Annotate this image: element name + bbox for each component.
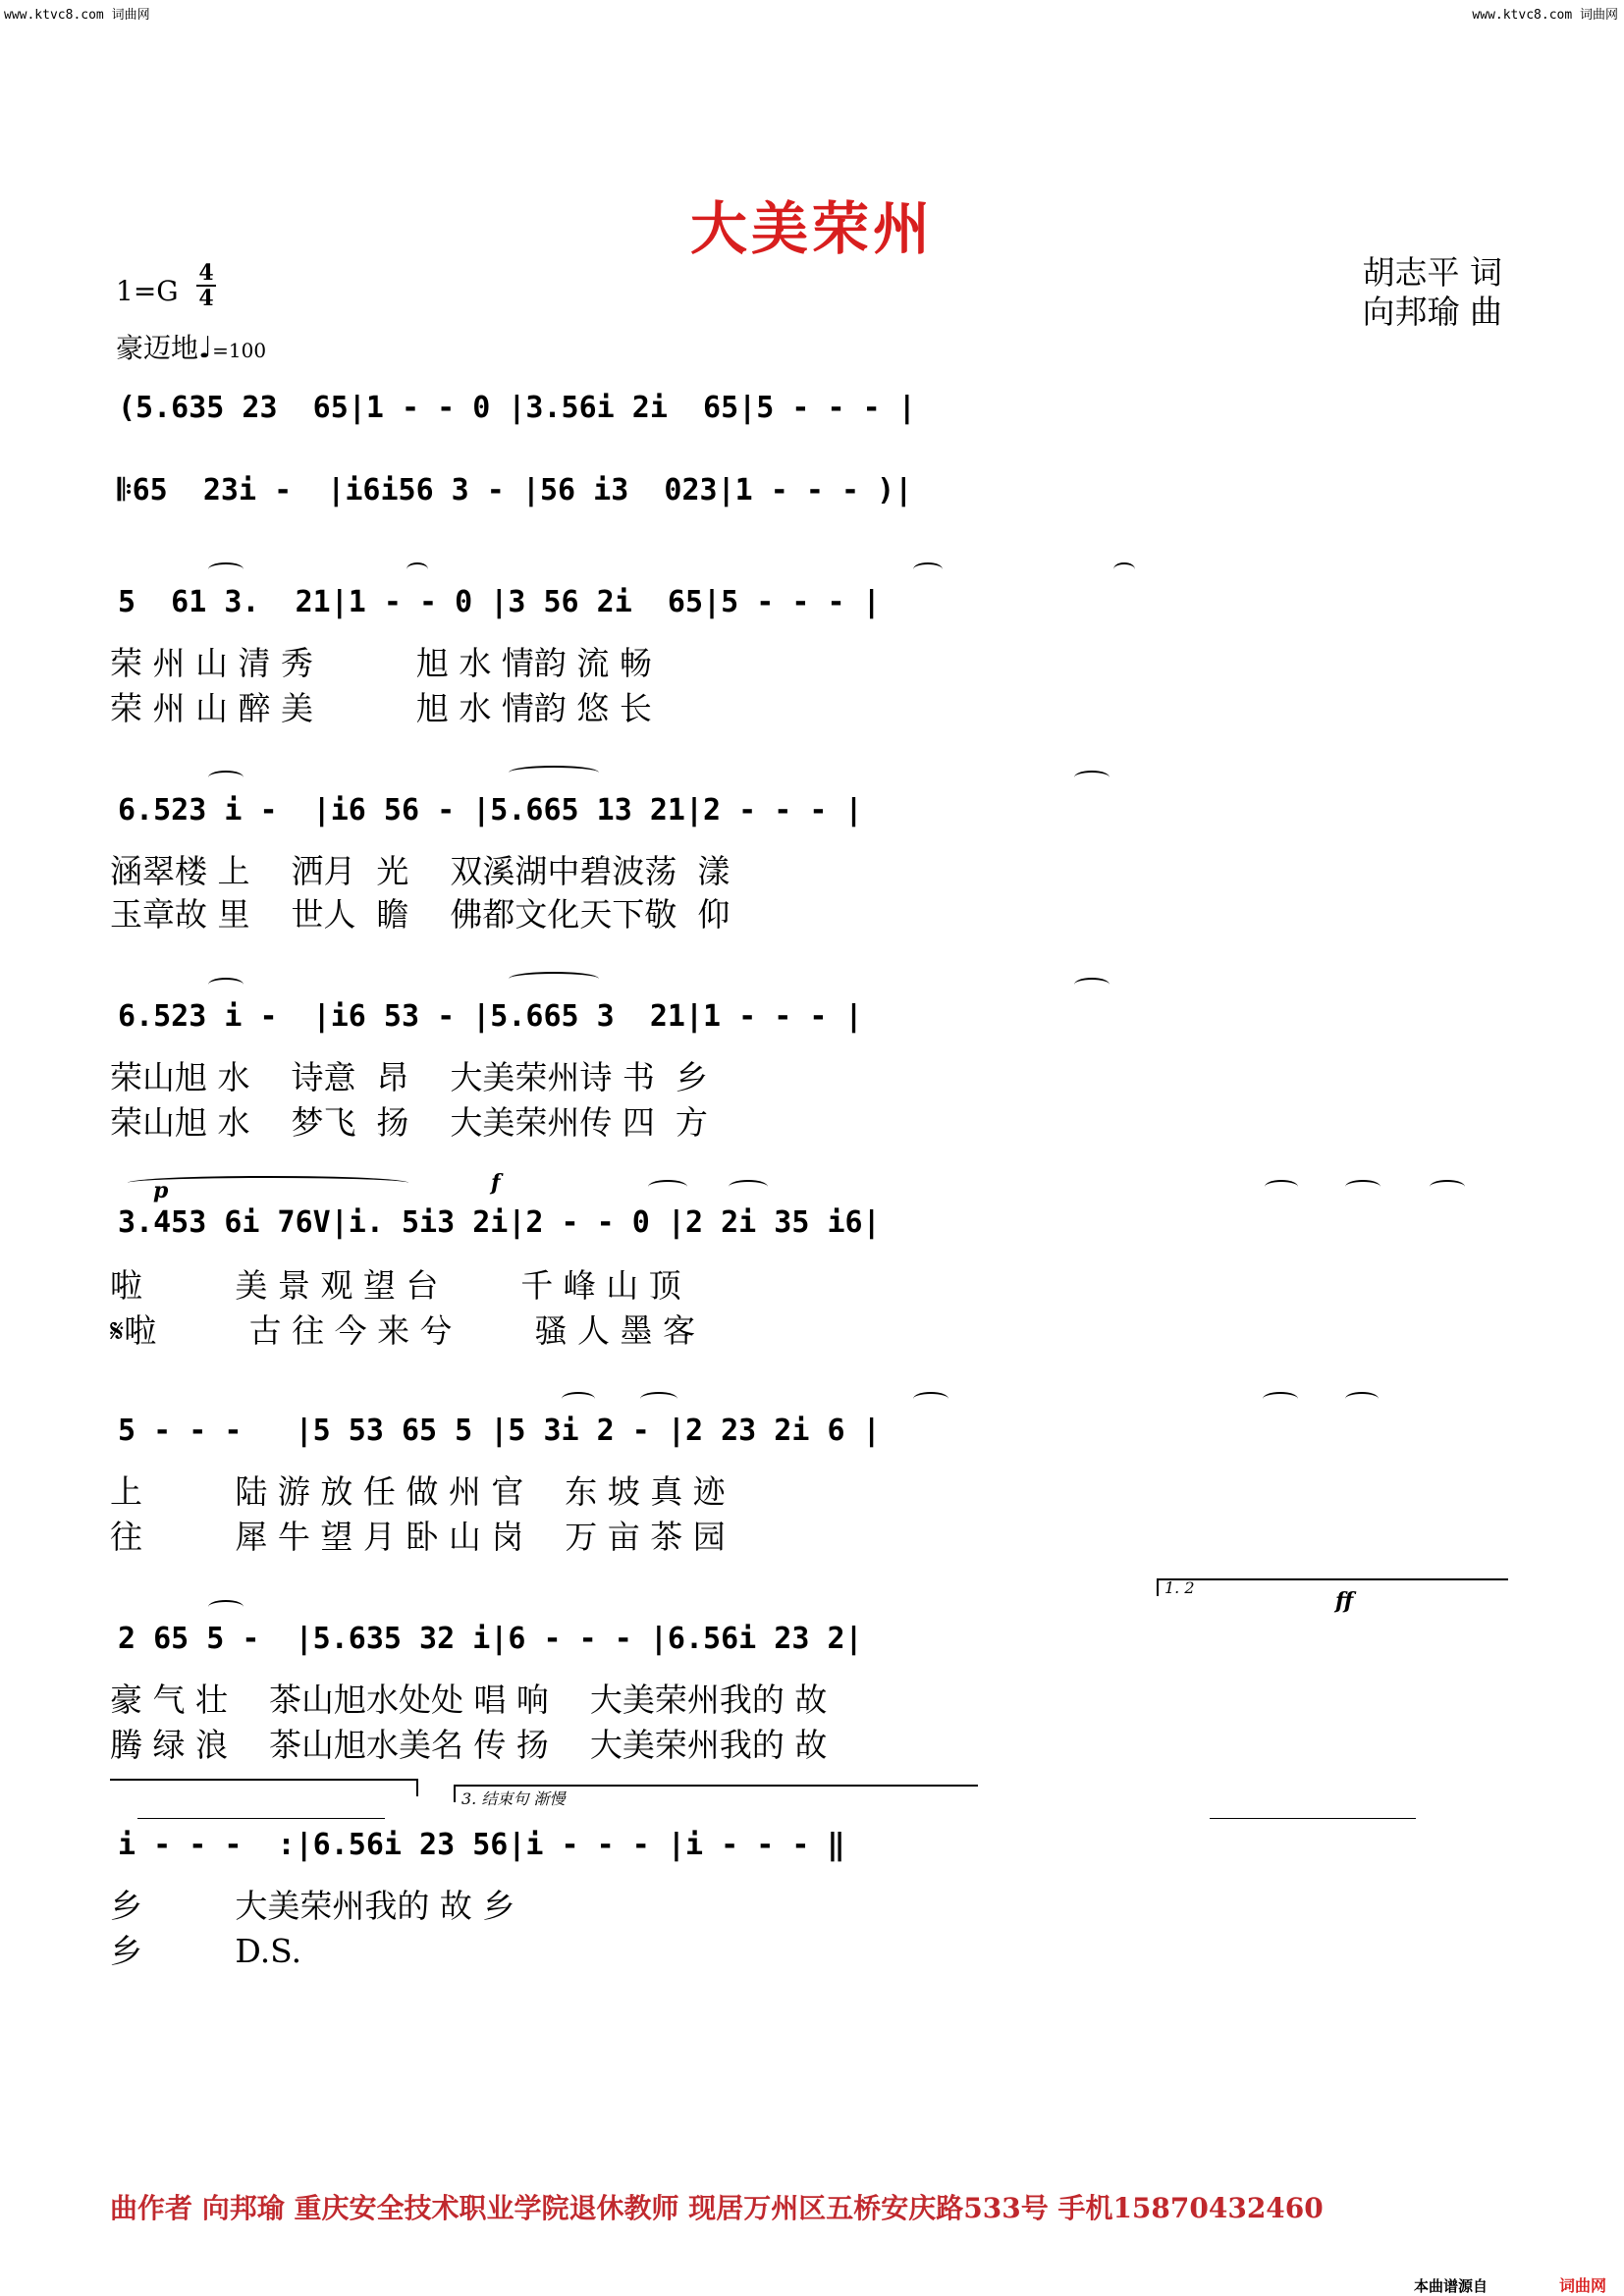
slur bbox=[1074, 771, 1110, 784]
lyric-verse2-row-9: 乡 D.S. bbox=[110, 1932, 302, 1970]
volta-bracket-left bbox=[110, 1779, 418, 1781]
lyric-verse1-row-8: 豪 气 壮 茶山旭水处处 唱 响 大美荣州我的 故 bbox=[110, 1681, 828, 1719]
slur bbox=[913, 562, 943, 576]
lyric-verse2-row-5: 荣山旭 水 梦飞 扬 大美荣州传 四 方 bbox=[110, 1103, 708, 1142]
lyric-verse2-row-6: 𝄋啦 古 往 今 来 兮 骚 人 墨 客 bbox=[110, 1311, 695, 1350]
slur bbox=[208, 978, 244, 991]
decrescendo bbox=[137, 1818, 385, 1819]
slur bbox=[562, 1392, 595, 1406]
lyric-verse1-row-3: 荣 州 山 清 秀 旭 水 情韵 流 畅 bbox=[110, 644, 652, 682]
dynamic-ff: ff bbox=[1335, 1588, 1354, 1614]
lyric-verse2-row-7: 往 犀 牛 望 月 卧 山 岗 万 亩 茶 园 bbox=[110, 1518, 726, 1556]
slur bbox=[208, 1600, 244, 1614]
composer: 向邦瑜 曲 bbox=[1362, 293, 1502, 331]
volta-tick bbox=[454, 1785, 456, 1802]
slur bbox=[509, 972, 599, 986]
slur bbox=[509, 766, 599, 779]
notation-row-8: 2 65 5 - |5.635 32 i|6 - - - |6.56i 23 2| bbox=[118, 1622, 863, 1656]
site-watermark-right: www.ktvc8.com 词曲网 bbox=[1472, 8, 1618, 23]
volta-bracket-1-2 bbox=[1157, 1578, 1508, 1580]
slur bbox=[640, 1392, 677, 1406]
lyric-verse2-row-4: 玉章故 里 世人 瞻 佛都文化天下敬 仰 bbox=[110, 895, 731, 934]
volta-3-label: 3. 结束句 渐慢 bbox=[461, 1789, 566, 1808]
tempo-marking: 豪迈地♩=100 bbox=[116, 331, 267, 365]
slur bbox=[1265, 1180, 1298, 1194]
slur bbox=[208, 771, 244, 784]
slur-phrase bbox=[128, 1176, 408, 1190]
notation-row-5: 6.523 i - |i6 53 - |5.665 3 21|1 - - - | bbox=[118, 999, 863, 1034]
volta-1-2-label: 1. 2 bbox=[1164, 1578, 1195, 1597]
song-title: 大美荣州 bbox=[689, 195, 934, 262]
slur bbox=[1113, 562, 1135, 576]
slur bbox=[406, 562, 428, 576]
slur bbox=[1263, 1392, 1298, 1406]
slur bbox=[1074, 978, 1110, 991]
lyric-verse1-row-4: 涵翠楼 上 洒月 光 双溪湖中碧波荡 漾 bbox=[110, 852, 731, 890]
lyric-verse2-row-8: 腾 绿 浪 茶山旭水美名 传 扬 大美荣州我的 故 bbox=[110, 1726, 828, 1764]
slur bbox=[913, 1392, 948, 1406]
lyric-verse1-row-9: 乡 大美荣州我的 故 乡 bbox=[110, 1887, 515, 1925]
volta-tick bbox=[1157, 1578, 1159, 1596]
notation-row-7: 5 - - - |5 53 65 5 |5 3i 2 - |2 23 2i 6 | bbox=[118, 1414, 881, 1448]
lyric-verse1-row-5: 荣山旭 水 诗意 昂 大美荣州诗 书 乡 bbox=[110, 1058, 708, 1096]
slur bbox=[729, 1180, 768, 1194]
lyric-verse1-row-6: 啦 美 景 观 望 台 千 峰 山 顶 bbox=[110, 1266, 681, 1305]
slur bbox=[1345, 1180, 1380, 1194]
time-signature: $\frac{4}{4}$ bbox=[196, 261, 216, 310]
notation-row-1: (5.635 23 65|1 - - 0 |3.56i 2i 65|5 - - - | bbox=[118, 391, 916, 425]
dynamic-f: f bbox=[491, 1170, 501, 1196]
slur bbox=[208, 562, 244, 576]
lyricist: 胡志平 词 bbox=[1362, 253, 1502, 292]
credits bbox=[1363, 253, 1503, 332]
dynamic-p: p bbox=[153, 1178, 169, 1203]
site-watermark-left: www.ktvc8.com 词曲网 bbox=[4, 8, 150, 23]
composer-contact: 曲作者 向邦瑜 重庆安全技术职业学院退休教师 现居万州区五桥安庆路533号 手机15870432460 bbox=[110, 2192, 1324, 2224]
lyric-verse1-row-7: 上 陆 游 放 任 做 州 官 东 坡 真 迹 bbox=[110, 1472, 726, 1511]
notation-row-6: 3.453 6i 76V|i. 5i3 2i|2 - - 0 |2 2i 35 i6| bbox=[118, 1205, 881, 1240]
volta-tick bbox=[416, 1779, 418, 1796]
notation-row-9: i - - - :|6.56i 23 56|i - - - |i - - - ‖ bbox=[118, 1828, 845, 1862]
lyric-verse2-row-3: 荣 州 山 醉 美 旭 水 情韵 悠 长 bbox=[110, 689, 652, 727]
source-site: 词曲网 bbox=[1559, 2276, 1607, 2295]
notation-row-4: 6.523 i - |i6 56 - |5.665 13 21|2 - - - | bbox=[118, 793, 863, 828]
notation-row-2: 𝄆65 23i - |i6i56 3 - |56 i3 023|1 - - - )| bbox=[118, 473, 913, 507]
slur bbox=[648, 1180, 687, 1194]
slur bbox=[1430, 1180, 1465, 1194]
decrescendo bbox=[1210, 1818, 1416, 1819]
slur bbox=[1345, 1392, 1379, 1406]
notation-row-3: 5 61 3. 21|1 - - 0 |3 56 2i 65|5 - - - | bbox=[118, 585, 881, 619]
source-note: 本曲谱源自 bbox=[1414, 2277, 1489, 2295]
key-signature: 1=G bbox=[116, 275, 179, 307]
